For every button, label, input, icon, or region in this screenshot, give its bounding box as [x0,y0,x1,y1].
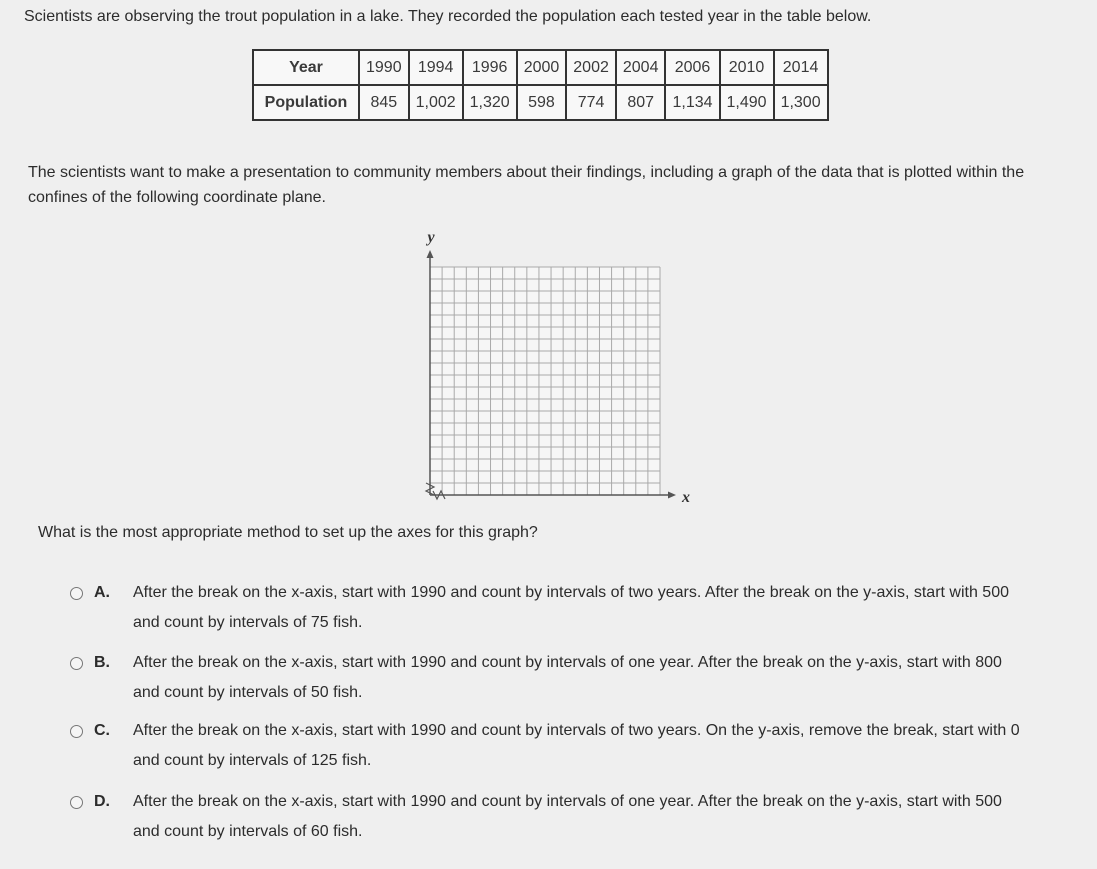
choice-text: After the break on the x-axis, start with 1990 and count by intervals of two years. After the break on the y-axis, start with 500 and count by intervals of 75 fish. [133,584,1009,631]
choice-letter: A. [94,584,110,601]
choice-letter: C. [94,722,110,739]
year-cell: 2006 [665,50,719,85]
radio-button-b[interactable] [70,657,83,670]
population-cell: 845 [359,85,409,120]
description-paragraph: The scientists want to make a presentation to community members about their findings, including a graph of the data that is plotted within the confines of the following coordinate plane. [28,164,1025,206]
intro-text: Scientists are observing the trout population in a lake. They recorded the population each tested year in the table below. [24,8,872,25]
x-axis-label: x [682,489,690,506]
choice-letter: B. [94,654,110,671]
year-cell: 2004 [616,50,666,85]
question-text: What is the most appropriate method to set up the axes for this graph? [38,524,538,541]
coordinate-plane [410,225,710,515]
year-cell: 1990 [359,50,409,85]
y-axis-arrow-icon [427,250,434,258]
radio-button-a[interactable] [70,587,83,600]
choice-b[interactable] [70,648,1080,708]
population-cell: 1,300 [774,85,828,120]
population-cell: 1,320 [463,85,517,120]
choice-text: After the break on the x-axis, start with 1990 and count by intervals of two years. On the y-axis, remove the break, start with 0 and count by intervals of 125 fish. [133,722,1020,769]
choice-c[interactable] [70,716,1080,776]
x-axis-arrow-icon [668,492,676,499]
population-cell: 1,134 [665,85,719,120]
year-cell: 2002 [566,50,616,85]
population-cell: 1,490 [720,85,774,120]
row-label-population: Population [253,85,359,120]
year-cell: 2014 [774,50,828,85]
population-cell: 774 [566,85,616,120]
grid-background [430,267,660,495]
choice-text: After the break on the x-axis, start with 1990 and count by intervals of one year. After the break on the y-axis, start with 500 and count by intervals of 60 fish. [133,793,1002,840]
choice-d[interactable] [70,787,1080,847]
year-cell: 1996 [463,50,517,85]
population-cell: 807 [616,85,666,120]
year-cell: 2010 [720,50,774,85]
choice-a[interactable] [70,578,1080,638]
year-cell: 2000 [517,50,567,85]
population-cell: 1,002 [409,85,463,120]
choice-letter: D. [94,793,110,810]
data-table [252,49,829,121]
population-cell: 598 [517,85,567,120]
y-axis-label: y [427,229,435,246]
population-row [253,85,828,120]
choice-text: After the break on the x-axis, start with 1990 and count by intervals of one year. After the break on the y-axis, start with 800 and count by intervals of 50 fish. [133,654,1002,701]
year-cell: 1994 [409,50,463,85]
row-label-year: Year [253,50,359,85]
radio-button-d[interactable] [70,796,83,809]
radio-button-c[interactable] [70,725,83,738]
year-row [253,50,828,85]
